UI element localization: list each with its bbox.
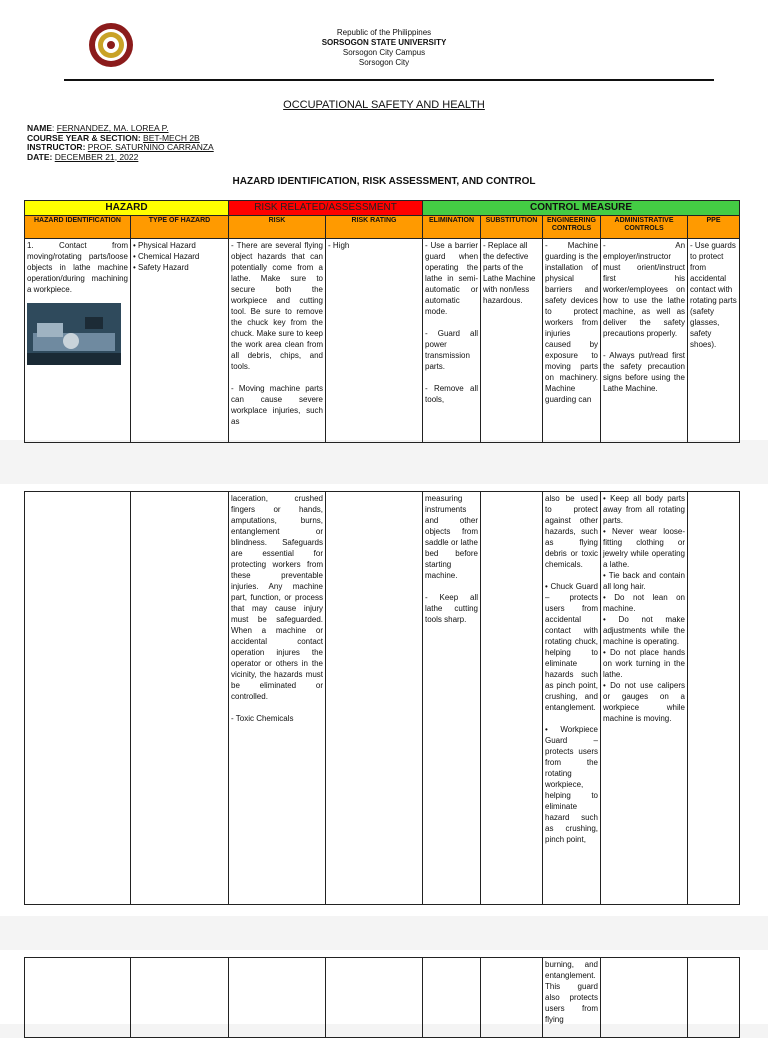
ppe-cell [688,492,740,905]
col-header-ppe: PPE [688,216,740,239]
course-label: COURSE YEAR & SECTION: [27,132,141,143]
elimination-cell [423,958,481,1038]
hazard-table-continued-2 [24,957,740,1038]
col-header-engineering: ENGINEERING CONTROLS [543,216,601,239]
campus-text: Sorsogon City Campus [342,48,426,57]
page-1 [0,0,768,440]
ppe-cell: - Use guards to protect from accidental contact with rotating parts (safety glasses, safety shoes). [688,239,740,443]
country-text: Republic of the Philippines [336,28,432,37]
group-header-risk: RISK RELATED/ASSESSMENT [229,201,423,216]
university-name: SORSOGON STATE UNIVERSITY [321,38,447,47]
group-header-control: CONTROL MEASURE [423,201,740,216]
engineering-cell: also be used to protect against other hazards, such as flying debris or toxic chemicals. • Chuck Guard – protects users from accidental contact with rotating chuck, helping to eliminate hazards such as pinch point, crushing, and entanglement. • Workpiece Guard – protects users from the rotating workpiece, helping to eliminate hazard such as crushing, pinch point, [543,492,601,905]
engineering-cell: burning, and entanglement. This guard also protects users from flying [543,958,601,1038]
type-cell [131,958,229,1038]
risk-cell [229,958,326,1038]
rating-cell [326,492,423,905]
hazard-table-continued [24,491,740,905]
ppe-cell [688,958,740,1038]
date-value: DECEMBER 21, 2022 [54,151,139,162]
col-header-type-of-hazard: TYPE OF HAZARD [131,216,229,239]
instructor-label: INSTRUCTOR: [27,142,86,152]
engineering-cell: - Machine guarding is the installation of physical barriers and safety devices to protect workers from injuries caused by exposure to moving parts on machinery. Machine guarding can [543,239,601,443]
student-info: NAME: FERNANDEZ, MA. LOREA P. COURSE YEAR & SECTION: BET-MECH 2B INSTRUCTOR: PROF. SATURNINO CARRANZA DATE: DECEMBER 21, 2022 [27,123,214,162]
document-title: OCCUPATIONAL SAFETY AND HEALTH [283,99,485,111]
table-row [25,239,740,443]
col-header-risk: RISK [229,216,326,239]
administrative-cell: - An employer/instructor must orient/instruct first his worker/employees on how to use the lathe machine, as well as deliver the safety precautions properly. - Always put/read first the safety precaution signs before using the Lathe Machine. [601,239,688,443]
hazard-cell [25,239,131,443]
col-header-risk-rating: RISK RATING [326,216,423,239]
table-row [25,958,740,1038]
hazard-text: 1. Contact from moving/rotating parts/loose objects in lathe machine operation/during machining a workpiece. [27,241,128,294]
date-label: DATE: [27,151,53,162]
hazard-cell [25,958,131,1038]
col-header-elimination: ELIMINATION [423,216,481,239]
header-rule [64,79,714,81]
instructor-value: PROF. SATURNINO CARRANZA [87,142,214,152]
substitution-cell: - Replace all the defective parts of the Lathe Machine with non/less hazardous. [481,239,543,443]
hazard-cell [25,492,131,905]
rating-cell [326,958,423,1038]
group-header-hazard: HAZARD [25,201,229,216]
type-cell [131,492,229,905]
substitution-cell [481,492,543,905]
administrative-cell [601,958,688,1038]
city-text: Sorsogon City [358,58,410,67]
col-header-substitution: SUBSTITUTION [481,216,543,239]
col-header-administrative: ADMINISTRATIVE CONTROLS [601,216,688,239]
table-row [25,492,740,905]
section-title: HAZARD IDENTIFICATION, RISK ASSESSMENT, AND CONTROL [232,176,536,187]
hazard-table [24,200,740,443]
name-value: FERNANDEZ, MA. LOREA P. [56,123,169,133]
risk-cell: laceration, crushed fingers or hands, amputations, burns, entanglement or blindness. Safeguards are essential for protecting workers from these preventable injuries. Any machine part, function, or process that may cause injury must be safeguarded. When a machine or accidental contact operation injures the operator or others in the vicinity, the hazards must be eliminated or controlled. - Toxic Chemicals [229,492,326,905]
type-cell: • Physical Hazard • Chemical Hazard • Safety Hazard [131,239,229,443]
rating-cell: - High [326,239,423,443]
lathe-photo [27,303,121,365]
risk-cell: - There are several flying object hazards that can potentially come from a lathe. Make sure to secure both the workpiece and cutting tool. Be sure to remove the chuck key from the chuck. Make sure to keep the work area clean from all debris, chips, and tools. - Moving machine parts can cause severe workplace injuries, such as [229,239,326,443]
elimination-cell: - Use a barrier guard when operating the lathe in semi-automatic or automatic mode. - Guard all power transmission parts. - Remove all tools, [423,239,481,443]
page-2 [0,484,768,916]
letterhead [0,28,768,68]
col-header-hazard-identification: HAZARD IDENTIFICATION [25,216,131,239]
administrative-cell: • Keep all body parts away from all rotating parts. • Never wear loose-fitting clothing or jewelry while operating a lathe. • Tie back and contain all long hair. • Do not lean on machine. • Do not make adjustments while the machine is operating. • Do not place hands on work turning in the lathe. • Do not use calipers or gauges on a workpiece while machine is moving. [601,492,688,905]
course-value: BET-MECH 2B [143,132,200,143]
name-label: NAME [27,123,53,133]
elimination-cell: measuring instruments and other objects from saddle or lathe bed before starting machine. - Keep all lathe cutting tools sharp. [423,492,481,905]
page-3 [0,950,768,1024]
substitution-cell [481,958,543,1038]
